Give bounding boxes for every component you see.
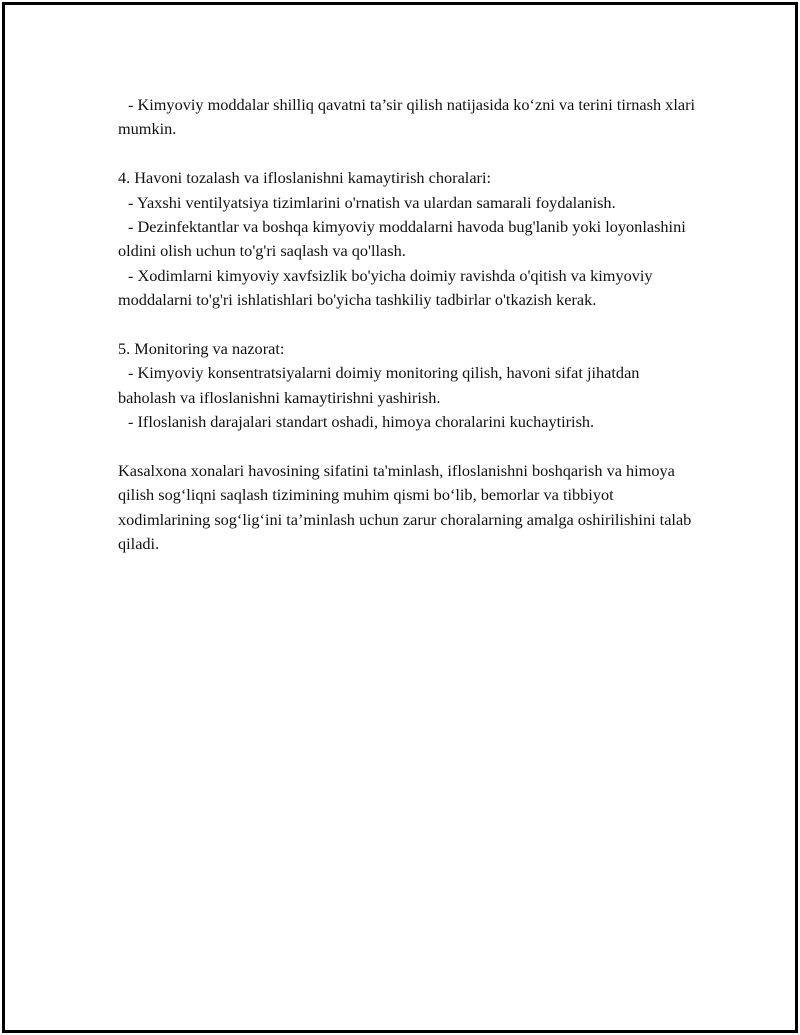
list-item: - Kimyoviy konsentratsiyalarni doimiy monitoring qilish, havoni sifat jihatdan baholash va ifloslanishni kamaytirishni yashirish. — [118, 363, 640, 407]
list-item: - Dezinfektantlar va boshqa kimyoviy moddalarni havoda bug'lanib yoki loyonlashini oldini olish uchun to'g'ri saqlash va qo'llash. — [118, 217, 686, 261]
paragraph-gap — [118, 435, 698, 459]
section-heading: 5. Monitoring va nazorat: — [118, 339, 285, 359]
paragraph-gap — [118, 142, 698, 166]
paragraph-gap — [118, 313, 698, 337]
conclusion-paragraph: Kasalxona xonalari havosining sifatini ta'minlash, ifloslanishni boshqarish va himoya qilish sog‘liqni saqlash tizimining muhim qismi bo‘lib, bemorlar va tibbiyot xodimlarining sog‘lig‘ini ta’minlash uchun zarur choralarning amalga oshirilishini talab qiladi. — [118, 461, 692, 554]
list-item: - Yaxshi ventilyatsiya tizimlarini o'rnatish va ulardan samarali foydalanish. — [128, 192, 616, 212]
document-body — [118, 93, 698, 557]
list-item: - Ifloslanish darajalari standart oshadi, himoya choralarini kuchaytirish. — [128, 412, 595, 432]
list-item: - Kimyoviy moddalar shilliq qavatni ta’sir qilish natijasida ko‘zni va terini tirnash xlari mumkin. — [118, 95, 696, 139]
list-item: - Xodimlarni kimyoviy xavfsizlik bo'yicha doimiy ravishda o'qitish va kimyoviy moddalarni to'g'ri ishlatishlari bo'yicha tashkiliy tadbirlar o'tkazish kerak. — [118, 265, 653, 310]
section-heading: 4. Havoni tozalash va ifloslanishni kamaytirish choralari: — [118, 168, 492, 188]
